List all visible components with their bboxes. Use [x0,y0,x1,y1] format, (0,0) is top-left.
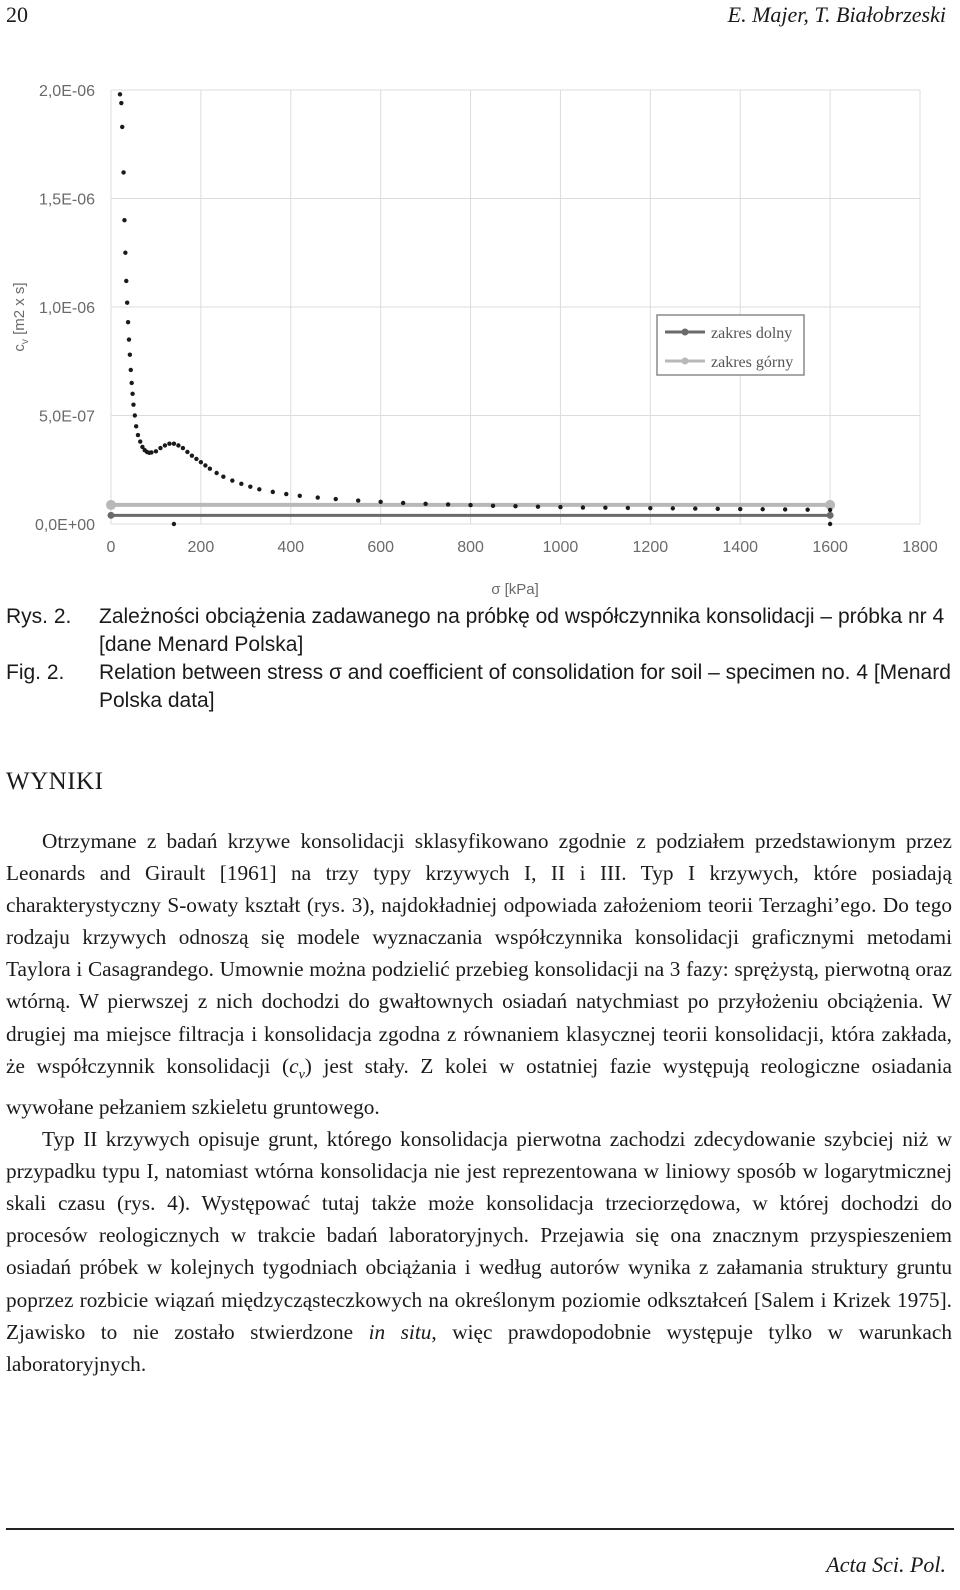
data-point [423,502,427,506]
data-point [828,522,832,526]
caption-label-english: Fig. 2. [6,661,65,684]
data-point [134,424,138,428]
data-point [123,251,127,255]
data-point [581,505,585,509]
data-point [185,450,189,454]
data-point [378,500,382,504]
data-point [603,506,607,510]
x-tick-label: 1200 [632,539,669,556]
data-point [257,487,261,491]
data-point [129,381,133,385]
data-point [783,507,787,511]
data-point [199,460,203,464]
data-point [118,92,122,96]
data-point [121,170,125,174]
data-point [136,433,140,437]
data-point [172,442,176,446]
chart [0,72,960,602]
data-point [128,353,132,357]
data-point [760,507,764,511]
paragraph-2: Typ II krzywych opisuje grunt, którego konsolidacja pierwotna zachodzi zdecydowanie szybciej niż w przypadku typu I, natomiast wtórna konsolidacja nie jest reprezentowana w liniowy sposób w logarytmicznej skali czasu (rys. 4). Występować tutaj także może konsolidacja trzeciorzędowa, w której dochodzi do procesów reologicznych w trakcie badań laboratoryjnych. Przejawia się ona znacznym przyspieszeniem osiadań próbek w kolejnych tygodniach obciążania i według autorów wynika z załamania struktury gruntu poprzez rozbicie wiązań międzycząsteczkowych na określonym poziomie odkształceń [Salem i Krizek 1975]. Zjawisko to nie zostało stwierdzone in situ, więc prawdopodobnie występuje tylko w warunkach laboratoryjnych. [6,1127,952,1376]
legend-marker [682,329,689,336]
data-point [671,506,675,510]
y-axis-label: $c_v$ [m2 x s] [11,282,31,352]
data-point [138,439,142,443]
data-point [513,504,517,508]
data-point [129,368,133,372]
caption-english [6,659,956,715]
data-point [124,279,128,283]
data-point [626,506,630,510]
series-endpoint [106,500,116,510]
y-tick-label: 0,0E+00 [34,517,95,534]
legend-label: zakres dolny [711,325,793,342]
data-point [648,506,652,510]
footer-rule [6,1528,954,1530]
data-point [120,125,124,129]
data-point [122,218,126,222]
grid [111,90,920,524]
data-point [401,501,405,505]
data-point [334,497,338,501]
data-point [125,300,129,304]
x-axis-label: σ [kPa] [491,581,539,598]
data-point [284,492,288,496]
data-point [446,502,450,506]
section-heading: WYNIKI [6,768,104,795]
data-point [172,522,176,526]
data-point [126,320,130,324]
data-point [127,337,131,341]
data-point [190,453,194,457]
caption-polish [6,603,956,659]
paragraph-1: Otrzymane z badań krzywe konsolidacji sklasyfikowano zgodnie z podziałem przedstawionym przez Leonards and Girault [1961] na trzy typy krzywych I, II i III. Typ I krzywych, które posiadają charakterystyczny S-owaty kształt (rys. 3), najdokładniej odpowiada założeniom teorii Terzaghi’ego. Do tego rodzaju krzywych odnoszą się modele wyznaczania współczynnika konsolidacji graficznymi metodami Taylora i Casagrandego. Umownie można podzielić przebieg konsolidacji na 3 fazy: sprężystą, pierwotną oraz wtórną. W pierwszej z nich dochodzi do gwałtownych osiadań natychmiast po przyłożeniu obciążenia. W drugiej ma miejsce filtracja i konsolidacja zgodna z równaniem klasycznej teorii konsolidacji, która zakłada, że współczynnik konsolidacji $(c_v)$ jest stały. Z kolei w ostatniej fazie występują reologiczne osiadania wywołane pełzaniem szkieletu gruntowego. [6,829,952,1119]
data-point [230,478,234,482]
data-point [316,495,320,499]
y-tick-label: 1,0E-06 [38,300,95,317]
data-point [828,508,832,512]
journal-name: Acta Sci. Pol. [826,1552,946,1577]
data-point [203,463,207,467]
data-point [131,402,135,406]
data-point [163,443,167,447]
data-point [716,507,720,511]
x-tick-label: 1400 [722,539,759,556]
figure [0,72,960,602]
data-point [805,507,809,511]
x-tick-label: 400 [277,539,305,556]
data-point [133,413,137,417]
legend-label: zakres górny [711,354,794,371]
x-tick-label: 200 [187,539,215,556]
x-tick-label: 1000 [542,539,579,556]
data-point [271,490,275,494]
legend-marker [682,358,689,365]
data-point [194,457,198,461]
data-point [130,392,134,396]
x-tick-label: 1800 [902,539,938,556]
page-number: 20 [6,2,28,27]
figure-caption [6,603,956,715]
x-tick-label: 800 [457,539,484,556]
series-endpoint [108,512,115,519]
x-tick-label: 600 [367,539,395,556]
running-head-authors: E. Majer, T. Białobrzeski [727,2,946,27]
data-point [208,466,212,470]
data-point [738,507,742,511]
data-point [149,450,153,454]
data-point [119,101,123,105]
data-point [181,446,185,450]
data-point [221,474,225,478]
data-point [176,443,180,447]
y-tick-label: 1,5E-06 [38,191,95,209]
data-point [154,449,158,453]
data-point [558,505,562,509]
caption-text-polish: Zależności obciążenia zadawanego na próbkę od współczynnika konsolidacji – próbka nr 4 [dane Menard Polska] [99,605,945,656]
y-tick-label: 2,0E-06 [38,83,95,100]
data-point [214,471,218,475]
data-point [167,442,171,446]
data-point [356,498,360,502]
data-point [239,482,243,486]
data-point [536,504,540,508]
caption-label-polish: Rys. 2. [6,605,72,628]
x-tick-label: 0 [106,539,116,556]
data-point [693,506,697,510]
data-point [158,446,162,450]
y-tick-label: 5,0E-07 [38,408,95,426]
body-text [6,825,952,1380]
data-point [468,503,472,507]
series-endpoint [827,512,834,519]
data-point [491,504,495,508]
x-tick-label: 1600 [812,539,848,556]
data-point [298,494,302,498]
caption-text-english: Relation between stress σ and coefficient of consolidation for soil – specimen no. 4 [Menard Polska data] [99,661,951,712]
legend [657,315,804,375]
data-point [248,484,252,488]
